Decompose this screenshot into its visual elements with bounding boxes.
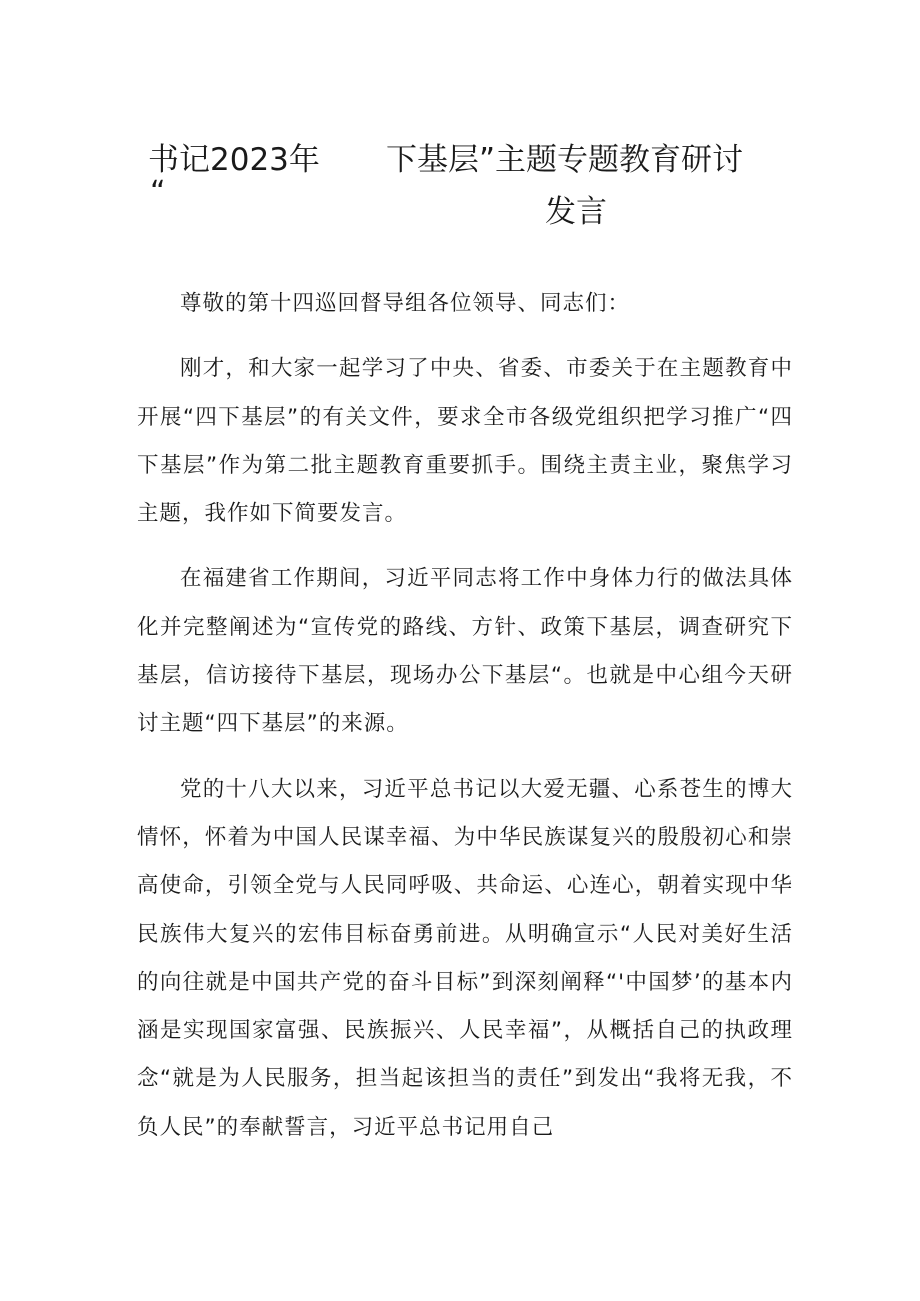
title-segment-topic: 下基层”主题专题教育研讨 [386,142,744,178]
body-paragraph: 在福建省工作期间，习近平同志将工作中身体力行的做法具体化并完整阐述为“宣传党的路线、方针、政策下基层，调查研究下基层，信访接待下基层，现场办公下基层“。也就是中心组今天研讨主题“四下基层”的来源。 [137,566,793,737]
title-open-quote: “ [150,175,166,210]
document-body [137,280,793,1169]
document-title-line-2: 发言 [545,194,607,230]
document-title-line-1 [148,140,788,180]
salutation-paragraph: 尊敬的第十四巡回督导组各位领导、同志们： [180,291,631,316]
body-paragraph: 刚才，和大家一起学习了中央、省委、市委关于在主题教育中开展“四下基层”的有关文件，要求全市各级党组织把学习推广“四下基层”作为第二批主题教育重要抓手。围绕主责主业，聚焦学习主题，我作如下简要发言。 [137,356,793,527]
body-paragraph: 党的十八大以来，习近平总书记以大爱无疆、心系苍生的博大情怀，怀着为中国人民谋幸福、为中华民族谋复兴的殷殷初心和崇高使命，引领全党与人民同呼吸、共命运、心连心，朝着实现中华民族伟大复兴的宏伟目标奋勇前进。从明确宣示“人民对美好生活的向往就是中国共产党的奋斗目标”到深刻阐释“'中国梦’的基本内涵是实现国家富强、民族振兴、人民幸福”，从概括自己的执政理念“就是为人民服务，担当起该担当的责任”到发出“我将无我，不负人民”的奉献誓言，习近平总书记用自己 [137,776,793,1140]
title-segment-year: 书记2023年 [148,142,320,178]
